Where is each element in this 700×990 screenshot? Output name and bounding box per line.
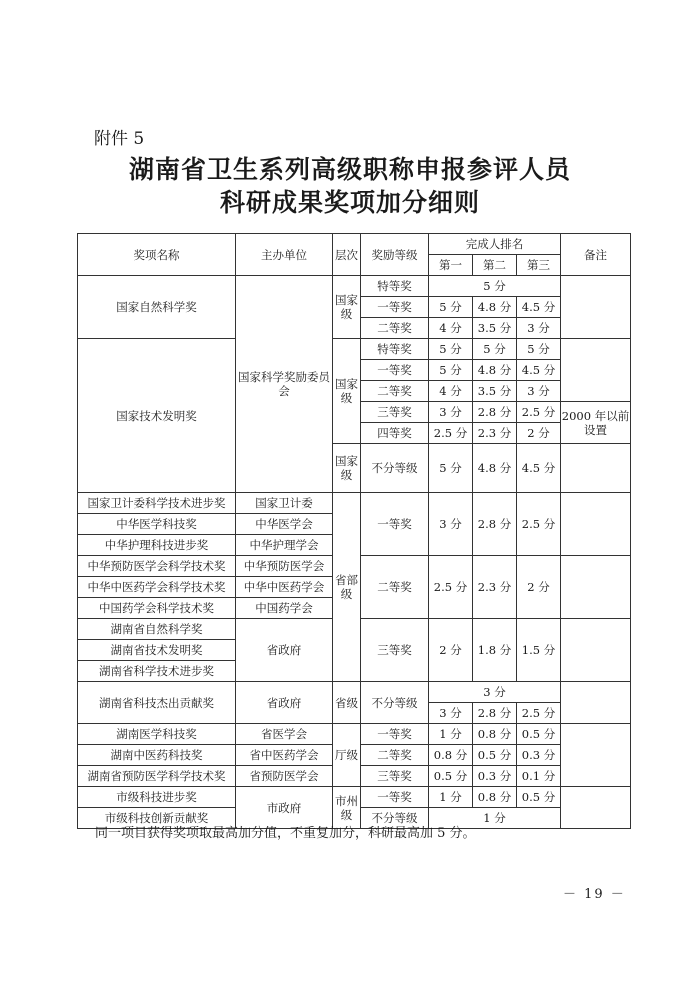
score-cell: 5 分: [429, 297, 473, 318]
header-rank: 完成人排名: [429, 234, 561, 255]
score-cell: 5 分: [473, 339, 517, 360]
grade-cell: 一等奖: [361, 360, 429, 381]
grade-cell: 二等奖: [361, 318, 429, 339]
page-title-line2: 科研成果奖项加分细则: [219, 188, 480, 217]
grade-cell: 不分等级: [361, 444, 429, 493]
header-level: 层次: [333, 234, 361, 276]
score-cell: 0.3 分: [473, 766, 517, 787]
organizer-cell: 省中医药学会: [236, 745, 333, 766]
score-cell: 0.8 分: [473, 724, 517, 745]
award-name-cell: 市级科技创新贡献奖: [78, 808, 236, 829]
level-cell: 市州级: [333, 787, 361, 829]
award-name-cell: 中华护理科技进步奖: [78, 535, 236, 556]
level-cell: 国家级: [333, 444, 361, 493]
score-cell: 5 分: [429, 276, 561, 297]
award-name-cell: 市级科技进步奖: [78, 787, 236, 808]
score-cell: 5 分: [429, 444, 473, 493]
grade-cell: 一等奖: [361, 297, 429, 318]
header-organizer: 主办单位: [236, 234, 333, 276]
level-cell: 省级: [333, 682, 361, 724]
page-title-line1: 湖南省卫生系列高级职称申报参评人员: [128, 155, 571, 184]
grade-cell: 二等奖: [361, 745, 429, 766]
organizer-cell: 市政府: [236, 787, 333, 829]
score-cell: 3 分: [429, 402, 473, 423]
score-cell: 1.8 分: [473, 619, 517, 682]
score-cell: 2.5 分: [517, 402, 561, 423]
award-name-cell: 湖南省预防医学科学技术奖: [78, 766, 236, 787]
score-cell: 0.3 分: [517, 745, 561, 766]
attachment-label: 附件 5: [94, 129, 145, 149]
grade-cell: 三等奖: [361, 619, 429, 682]
grade-cell: 二等奖: [361, 381, 429, 402]
score-cell: 2 分: [517, 556, 561, 619]
award-name-cell: 湖南省科学技术进步奖: [78, 661, 236, 682]
grade-cell: 二等奖: [361, 556, 429, 619]
score-cell: 2 分: [429, 619, 473, 682]
score-cell: 4.8 分: [473, 297, 517, 318]
grade-cell: 一等奖: [361, 724, 429, 745]
table-row: [78, 682, 631, 703]
table-row: [78, 724, 631, 745]
remark-cell: [561, 339, 631, 402]
remark-cell: [561, 682, 631, 724]
remark-cell: 2000 年以前设置: [561, 402, 631, 444]
header-award-name: 奖项名称: [78, 234, 236, 276]
organizer-cell: 中华护理学会: [236, 535, 333, 556]
header-rank-1: 第一: [429, 255, 473, 276]
award-name-cell: 湖南省自然科学奖: [78, 619, 236, 640]
award-name-cell: 中华医学科技奖: [78, 514, 236, 535]
award-name-cell: 国家技术发明奖: [78, 339, 236, 493]
grade-cell: 一等奖: [361, 787, 429, 808]
score-cell: 2.5 分: [429, 423, 473, 444]
organizer-cell: 省政府: [236, 619, 333, 682]
footnote: 同一项目获得奖项取最高加分值，不重复加分，科研最高加 5 分。: [95, 826, 476, 841]
table-row: [78, 787, 631, 808]
score-cell: 3.5 分: [473, 381, 517, 402]
score-cell: 5 分: [517, 339, 561, 360]
organizer-cell: 中华预防医学会: [236, 556, 333, 577]
score-cell: 0.5 分: [517, 787, 561, 808]
organizer-cell: 国家卫计委: [236, 493, 333, 514]
score-cell: 1 分: [429, 787, 473, 808]
score-cell: 5 分: [429, 360, 473, 381]
score-cell: 2.8 分: [473, 493, 517, 556]
page-number: － 19 －: [563, 887, 626, 902]
score-cell: 0.8 分: [473, 787, 517, 808]
score-cell: 0.8 分: [429, 745, 473, 766]
score-cell: 3 分: [429, 682, 561, 703]
award-name-cell: 湖南省科技杰出贡献奖: [78, 682, 236, 724]
remark-cell: [561, 276, 631, 339]
header-remarks: 备注: [561, 234, 631, 276]
score-cell: 3.5 分: [473, 318, 517, 339]
award-score-table: [77, 233, 631, 829]
score-cell: 2.5 分: [517, 493, 561, 556]
organizer-cell: 省政府: [236, 682, 333, 724]
grade-cell: 三等奖: [361, 766, 429, 787]
score-cell: 0.5 分: [429, 766, 473, 787]
grade-cell: 特等奖: [361, 276, 429, 297]
score-cell: 4.8 分: [473, 444, 517, 493]
header-rank-3: 第三: [517, 255, 561, 276]
organizer-cell: 中华医学会: [236, 514, 333, 535]
score-cell: 2.3 分: [473, 423, 517, 444]
score-cell: 3 分: [517, 381, 561, 402]
award-name-cell: 湖南医学科技奖: [78, 724, 236, 745]
remark-cell: [561, 493, 631, 556]
remark-cell: [561, 556, 631, 619]
grade-cell: 三等奖: [361, 402, 429, 423]
score-cell: 4 分: [429, 381, 473, 402]
award-name-cell: 中华中医药学会科学技术奖: [78, 577, 236, 598]
grade-cell: 特等奖: [361, 339, 429, 360]
level-cell: 国家级: [333, 276, 361, 339]
score-cell: 0.5 分: [517, 724, 561, 745]
score-cell: 1 分: [429, 724, 473, 745]
table-row: [78, 276, 631, 297]
score-cell: 5 分: [429, 339, 473, 360]
score-cell: 3 分: [517, 318, 561, 339]
organizer-cell: 国家科学奖励委员会: [236, 276, 333, 493]
score-cell: 2.8 分: [473, 402, 517, 423]
grade-cell: 四等奖: [361, 423, 429, 444]
award-name-cell: 国家自然科学奖: [78, 276, 236, 339]
score-cell: 2.3 分: [473, 556, 517, 619]
level-cell: 厅级: [333, 724, 361, 787]
score-cell: 4.5 分: [517, 360, 561, 381]
score-cell: 3 分: [429, 493, 473, 556]
organizer-cell: 中华中医药学会: [236, 577, 333, 598]
score-cell: 2.5 分: [429, 556, 473, 619]
score-cell: 1 分: [429, 808, 561, 829]
score-cell: 4.5 分: [517, 444, 561, 493]
organizer-cell: 省医学会: [236, 724, 333, 745]
award-name-cell: 湖南省技术发明奖: [78, 640, 236, 661]
grade-cell: 一等奖: [361, 493, 429, 556]
award-name-cell: 湖南中医药科技奖: [78, 745, 236, 766]
score-cell: 4 分: [429, 318, 473, 339]
grade-cell: 不分等级: [361, 808, 429, 829]
score-cell: 0.1 分: [517, 766, 561, 787]
score-cell: 3 分: [429, 703, 473, 724]
header-award-grade: 奖励等级: [361, 234, 429, 276]
grade-cell: 不分等级: [361, 682, 429, 724]
table-row: [78, 493, 631, 514]
score-cell: 0.5 分: [473, 745, 517, 766]
header-rank-2: 第二: [473, 255, 517, 276]
award-name-cell: 国家卫计委科学技术进步奖: [78, 493, 236, 514]
remark-cell: [561, 787, 631, 829]
level-cell: 国家级: [333, 339, 361, 444]
score-cell: 2.8 分: [473, 703, 517, 724]
score-cell: 4.8 分: [473, 360, 517, 381]
award-name-cell: 中国药学会科学技术奖: [78, 598, 236, 619]
table-row: [78, 339, 631, 360]
remark-cell: [561, 444, 631, 493]
organizer-cell: 中国药学会: [236, 598, 333, 619]
award-name-cell: 中华预防医学会科学技术奖: [78, 556, 236, 577]
score-cell: 4.5 分: [517, 297, 561, 318]
score-cell: 1.5 分: [517, 619, 561, 682]
score-cell: 2.5 分: [517, 703, 561, 724]
remark-cell: [561, 724, 631, 787]
level-cell: 省部级: [333, 493, 361, 682]
organizer-cell: 省预防医学会: [236, 766, 333, 787]
score-cell: 2 分: [517, 423, 561, 444]
remark-cell: [561, 619, 631, 682]
